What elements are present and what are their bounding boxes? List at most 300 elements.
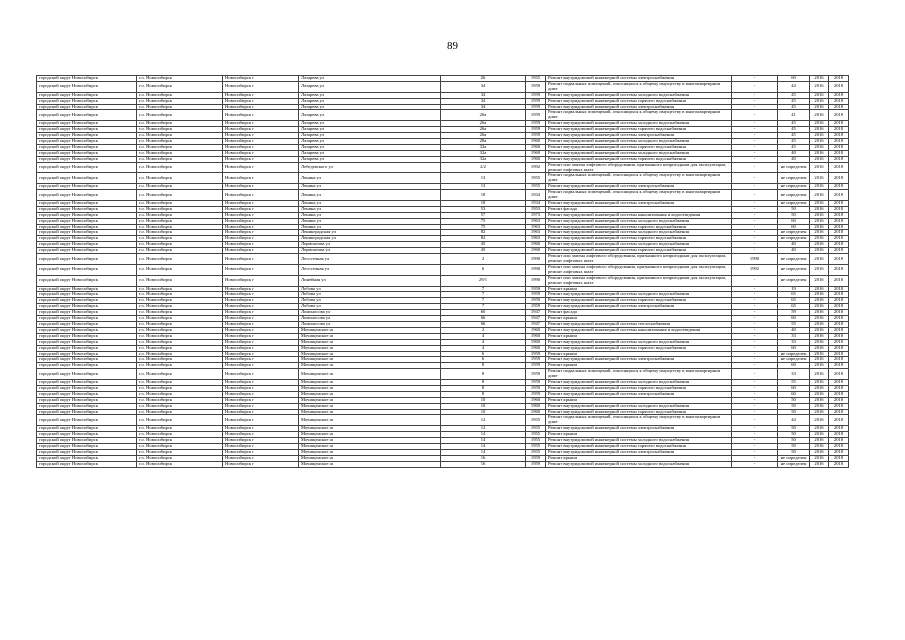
street-cell: Линейная ул (299, 275, 441, 286)
elevator-year-cell: - (732, 321, 778, 327)
house-cell: 10 (441, 397, 526, 403)
municipality-cell: городской округ Новосибирск (37, 461, 137, 467)
end-year-cell: 2018 (829, 409, 849, 415)
street-cell: Ленина ул (299, 173, 441, 184)
work-type-cell: Ремонт подвальных помещений, относящихся к общему имуществу в многоквартирном доме (546, 415, 732, 426)
year-built-cell: 1960 (526, 150, 546, 156)
end-year-cell: 2018 (829, 385, 849, 391)
district-cell: г.о. Новосибирск (137, 133, 223, 139)
street-cell: Ленина ул (299, 212, 441, 218)
wear-cell: 60 (778, 76, 810, 82)
municipality-cell: городской округ Новосибирск (37, 121, 137, 127)
street-cell: Лазарева ул (299, 104, 441, 110)
city-cell: Новосибирск г (223, 438, 299, 444)
work-type-cell: Ремонт подвальных помещений, относящихся к общему имуществу в многоквартирном доме (546, 190, 732, 201)
elevator-year-cell: - (732, 369, 778, 380)
street-cell: Ленина ул (299, 218, 441, 224)
municipality-cell: городской округ Новосибирск (37, 173, 137, 184)
wear-cell: 45 (778, 127, 810, 133)
house-cell: 2/2 (441, 162, 526, 173)
elevator-year-cell: - (732, 385, 778, 391)
start-year-cell: 2016 (810, 190, 829, 201)
municipality-cell: городской округ Новосибирск (37, 449, 137, 455)
street-cell: Мочищенское ш (299, 380, 441, 386)
table-row (37, 190, 849, 201)
city-cell: Новосибирск г (223, 156, 299, 162)
wear-cell: 60 (778, 316, 810, 322)
wear-cell: 40 (778, 156, 810, 162)
city-cell: Новосибирск г (223, 121, 299, 127)
street-cell: Лебедевского ул (299, 162, 441, 173)
year-built-cell: 1955 (526, 438, 546, 444)
wear-cell: 45 (778, 138, 810, 144)
wear-cell: не определен (778, 351, 810, 357)
street-cell: Ломоносова ул (299, 321, 441, 327)
street-cell: Ленина ул (299, 190, 441, 201)
work-type-cell: Ремонт крыши (546, 363, 732, 369)
municipality-cell: городской округ Новосибирск (37, 76, 137, 82)
work-type-cell: Ремонт внутридомовой инженерной системы холодного водоснабжения (546, 150, 732, 156)
street-cell: Мочищенское ш (299, 409, 441, 415)
city-cell: Новосибирск г (223, 380, 299, 386)
wear-cell: не определен (778, 264, 810, 275)
year-built-cell: 1960 (526, 248, 546, 254)
wear-cell: 50 (778, 438, 810, 444)
street-cell: Мочищенское ш (299, 426, 441, 432)
elevator-year-cell: - (732, 327, 778, 333)
start-year-cell: 2016 (810, 110, 829, 121)
end-year-cell: 2018 (829, 121, 849, 127)
work-type-cell: Ремонт внутридомовой инженерной системы горячего водоснабжения (546, 298, 732, 304)
elevator-year-cell: - (732, 144, 778, 150)
district-cell: г.о. Новосибирск (137, 455, 223, 461)
house-cell: 4 (441, 333, 526, 339)
street-cell: Лобова ул (299, 304, 441, 310)
end-year-cell: 2018 (829, 133, 849, 139)
elevator-year-cell: - (732, 438, 778, 444)
district-cell: г.о. Новосибирск (137, 391, 223, 397)
city-cell: Новосибирск г (223, 409, 299, 415)
municipality-cell: городской округ Новосибирск (37, 200, 137, 206)
district-cell: г.о. Новосибирск (137, 156, 223, 162)
district-cell: г.о. Новосибирск (137, 397, 223, 403)
start-year-cell: 2016 (810, 403, 829, 409)
start-year-cell: 2016 (810, 275, 829, 286)
year-built-cell: 1959 (526, 110, 546, 121)
start-year-cell: 2016 (810, 363, 829, 369)
table-row (37, 81, 849, 92)
end-year-cell: 2018 (829, 236, 849, 242)
year-built-cell: 1959 (526, 121, 546, 127)
house-cell: 34 (441, 98, 526, 104)
wear-cell: 50 (778, 409, 810, 415)
municipality-cell: городской округ Новосибирск (37, 144, 137, 150)
street-cell: Лазарева ул (299, 98, 441, 104)
elevator-year-cell: - (732, 138, 778, 144)
work-type-cell: Ремонт или замена лифтового оборудования, признанного непригодным для эксплуатации, ремонт лифтовых шахт (546, 264, 732, 275)
house-cell: 75 (441, 224, 526, 230)
house-cell: 13 (441, 184, 526, 190)
work-type-cell: Ремонт внутридомовой инженерной системы электроснабжения (546, 357, 732, 363)
start-year-cell: 2016 (810, 264, 829, 275)
city-cell: Новосибирск г (223, 369, 299, 380)
district-cell: г.о. Новосибирск (137, 351, 223, 357)
elevator-year-cell: - (732, 212, 778, 218)
municipality-cell: городской округ Новосибирск (37, 230, 137, 236)
city-cell: Новосибирск г (223, 144, 299, 150)
capital-repair-table (36, 75, 849, 468)
municipality-cell: городской округ Новосибирск (37, 224, 137, 230)
wear-cell: 55 (778, 321, 810, 327)
street-cell: Ленина ул (299, 184, 441, 190)
street-cell: Лесосечная ул (299, 264, 441, 275)
district-cell: г.о. Новосибирск (137, 292, 223, 298)
end-year-cell: 2018 (829, 138, 849, 144)
street-cell: Мочищенское ш (299, 339, 441, 345)
district-cell: г.о. Новосибирск (137, 162, 223, 173)
table-row (37, 415, 849, 426)
wear-cell: не определен (778, 162, 810, 173)
start-year-cell: 2016 (810, 127, 829, 133)
city-cell: Новосибирск г (223, 133, 299, 139)
district-cell: г.о. Новосибирск (137, 403, 223, 409)
city-cell: Новосибирск г (223, 363, 299, 369)
house-cell: 10 (441, 403, 526, 409)
year-built-cell: 1990 (526, 254, 546, 265)
wear-cell: 65 (778, 298, 810, 304)
street-cell: Мочищенское ш (299, 461, 441, 467)
municipality-cell: городской округ Новосибирск (37, 254, 137, 265)
work-type-cell: Ремонт подвальных помещений, относящихся к общему имуществу в многоквартирном доме (546, 81, 732, 92)
end-year-cell: 2018 (829, 248, 849, 254)
municipality-cell: городской округ Новосибирск (37, 98, 137, 104)
start-year-cell: 2016 (810, 236, 829, 242)
house-cell: 18 (441, 200, 526, 206)
end-year-cell: 2018 (829, 449, 849, 455)
end-year-cell: 2018 (829, 455, 849, 461)
start-year-cell: 2016 (810, 391, 829, 397)
district-cell: г.о. Новосибирск (137, 173, 223, 184)
city-cell: Новосибирск г (223, 184, 299, 190)
wear-cell: 45 (778, 98, 810, 104)
year-built-cell: 1960 (526, 397, 546, 403)
table-row (37, 254, 849, 265)
start-year-cell: 2016 (810, 449, 829, 455)
wear-cell: 60 (778, 224, 810, 230)
wear-cell: 45 (778, 133, 810, 139)
wear-cell: 60 (778, 218, 810, 224)
district-cell: г.о. Новосибирск (137, 184, 223, 190)
start-year-cell: 2016 (810, 248, 829, 254)
work-type-cell: Ремонт или замена лифтового оборудования, признанного непригодным для эксплуатации, ремонт лифтовых шахт (546, 275, 732, 286)
wear-cell: 44 (778, 415, 810, 426)
table-row (37, 369, 849, 380)
district-cell: г.о. Новосибирск (137, 127, 223, 133)
city-cell: Новосибирск г (223, 444, 299, 450)
end-year-cell: 2018 (829, 127, 849, 133)
year-built-cell: 1955 (526, 415, 546, 426)
wear-cell: 50 (778, 426, 810, 432)
start-year-cell: 2016 (810, 316, 829, 322)
wear-cell: 33 (778, 339, 810, 345)
year-built-cell: 1959 (526, 292, 546, 298)
end-year-cell: 2018 (829, 144, 849, 150)
elevator-year-cell: - (732, 316, 778, 322)
work-type-cell: Ремонт внутридомовой инженерной системы горячего водоснабжения (546, 156, 732, 162)
city-cell: Новосибирск г (223, 248, 299, 254)
work-type-cell: Ремонт внутридомовой инженерной системы электроснабжения (546, 133, 732, 139)
end-year-cell: 2018 (829, 304, 849, 310)
year-built-cell: 1947 (526, 316, 546, 322)
start-year-cell: 2016 (810, 426, 829, 432)
house-cell: 8 (441, 369, 526, 380)
elevator-year-cell: - (732, 236, 778, 242)
wear-cell: 50 (778, 449, 810, 455)
city-cell: Новосибирск г (223, 333, 299, 339)
year-built-cell: 1960 (526, 138, 546, 144)
wear-cell: не определен (778, 455, 810, 461)
elevator-year-cell: - (732, 432, 778, 438)
wear-cell: 41 (778, 110, 810, 121)
district-cell: г.о. Новосибирск (137, 438, 223, 444)
end-year-cell: 2018 (829, 333, 849, 339)
elevator-year-cell: - (732, 81, 778, 92)
municipality-cell: городской округ Новосибирск (37, 133, 137, 139)
start-year-cell: 2016 (810, 230, 829, 236)
city-cell: Новосибирск г (223, 224, 299, 230)
district-cell: г.о. Новосибирск (137, 345, 223, 351)
city-cell: Новосибирск г (223, 316, 299, 322)
year-built-cell: 1959 (526, 455, 546, 461)
elevator-year-cell: - (732, 224, 778, 230)
elevator-year-cell: - (732, 298, 778, 304)
wear-cell: 55 (778, 380, 810, 386)
start-year-cell: 2016 (810, 292, 829, 298)
city-cell: Новосибирск г (223, 298, 299, 304)
city-cell: Новосибирск г (223, 110, 299, 121)
table-row (37, 275, 849, 286)
year-built-cell: 1959 (526, 357, 546, 363)
end-year-cell: 2018 (829, 173, 849, 184)
house-cell: 7 (441, 298, 526, 304)
street-cell: Лазарева ул (299, 127, 441, 133)
elevator-year-cell: - (732, 156, 778, 162)
start-year-cell: 2016 (810, 385, 829, 391)
end-year-cell: 2018 (829, 432, 849, 438)
elevator-year-cell: 1992 (732, 264, 778, 275)
start-year-cell: 2016 (810, 206, 829, 212)
elevator-year-cell: - (732, 310, 778, 316)
district-cell: г.о. Новосибирск (137, 150, 223, 156)
municipality-cell: городской округ Новосибирск (37, 138, 137, 144)
year-built-cell: 1959 (526, 92, 546, 98)
municipality-cell: городской округ Новосибирск (37, 363, 137, 369)
municipality-cell: городской округ Новосибирск (37, 206, 137, 212)
year-built-cell: 1960 (526, 144, 546, 150)
start-year-cell: 2016 (810, 444, 829, 450)
wear-cell: не определен (778, 461, 810, 467)
city-cell: Новосибирск г (223, 385, 299, 391)
work-type-cell: Ремонт внутридомовой инженерной системы холодного водоснабжения (546, 92, 732, 98)
work-type-cell: Ремонт внутридомовой инженерной системы холодного водоснабжения (546, 292, 732, 298)
house-cell: 82 (441, 230, 526, 236)
municipality-cell: городской округ Новосибирск (37, 286, 137, 292)
wear-cell: 60 (778, 391, 810, 397)
start-year-cell: 2016 (810, 242, 829, 248)
elevator-year-cell: - (732, 190, 778, 201)
city-cell: Новосибирск г (223, 200, 299, 206)
start-year-cell: 2016 (810, 81, 829, 92)
work-type-cell: Ремонт внутридомовой инженерной системы холодного водоснабжения (546, 339, 732, 345)
district-cell: г.о. Новосибирск (137, 275, 223, 286)
city-cell: Новосибирск г (223, 92, 299, 98)
wear-cell: 50 (778, 403, 810, 409)
municipality-cell: городской округ Новосибирск (37, 236, 137, 242)
city-cell: Новосибирск г (223, 162, 299, 173)
city-cell: Новосибирск г (223, 98, 299, 104)
municipality-cell: городской округ Новосибирск (37, 415, 137, 426)
elevator-year-cell: - (732, 173, 778, 184)
municipality-cell: городской округ Новосибирск (37, 369, 137, 380)
street-cell: Лазарева ул (299, 150, 441, 156)
elevator-year-cell: - (732, 110, 778, 121)
start-year-cell: 2016 (810, 327, 829, 333)
work-type-cell: Ремонт внутридомовой инженерной системы холодного водоснабжения (546, 218, 732, 224)
wear-cell: не определен (778, 190, 810, 201)
district-cell: г.о. Новосибирск (137, 310, 223, 316)
start-year-cell: 2016 (810, 415, 829, 426)
house-cell: 34 (441, 92, 526, 98)
work-type-cell: Ремонт крыши (546, 351, 732, 357)
end-year-cell: 2018 (829, 110, 849, 121)
house-cell: 8 (441, 391, 526, 397)
work-type-cell: Ремонт крыши (546, 333, 732, 339)
table-row (37, 110, 849, 121)
street-cell: Лобова ул (299, 286, 441, 292)
end-year-cell: 2018 (829, 426, 849, 432)
municipality-cell: городской округ Новосибирск (37, 397, 137, 403)
elevator-year-cell: - (732, 345, 778, 351)
district-cell: г.о. Новосибирск (137, 415, 223, 426)
end-year-cell: 2018 (829, 81, 849, 92)
start-year-cell: 2016 (810, 138, 829, 144)
start-year-cell: 2016 (810, 92, 829, 98)
municipality-cell: городской округ Новосибирск (37, 81, 137, 92)
street-cell: Ленина ул (299, 224, 441, 230)
elevator-year-cell: - (732, 426, 778, 432)
wear-cell: 59 (778, 310, 810, 316)
start-year-cell: 2016 (810, 173, 829, 184)
elevator-year-cell: - (732, 397, 778, 403)
district-cell: г.о. Новосибирск (137, 286, 223, 292)
start-year-cell: 2016 (810, 224, 829, 230)
elevator-year-cell: - (732, 304, 778, 310)
elevator-year-cell: - (732, 449, 778, 455)
city-cell: Новосибирск г (223, 127, 299, 133)
start-year-cell: 2016 (810, 321, 829, 327)
year-built-cell: 1959 (526, 363, 546, 369)
work-type-cell: Ремонт внутридомовой инженерной системы холодного водоснабжения (546, 380, 732, 386)
city-cell: Новосибирск г (223, 190, 299, 201)
work-type-cell: Ремонт внутридомовой инженерной системы электроснабжения (546, 184, 732, 190)
year-built-cell: 1955 (526, 173, 546, 184)
elevator-year-cell: - (732, 391, 778, 397)
street-cell: Лазарева ул (299, 156, 441, 162)
city-cell: Новосибирск г (223, 461, 299, 467)
city-cell: Новосибирск г (223, 403, 299, 409)
house-cell: 45 (441, 242, 526, 248)
year-built-cell: 1960 (526, 403, 546, 409)
city-cell: Новосибирск г (223, 242, 299, 248)
house-cell: 32а (441, 144, 526, 150)
start-year-cell: 2016 (810, 461, 829, 467)
house-cell: 8 (441, 363, 526, 369)
street-cell: Мочищенское ш (299, 415, 441, 426)
work-type-cell: Ремонт подвальных помещений, относящихся к общему имуществу в многоквартирном доме (546, 369, 732, 380)
wear-cell: 45 (778, 104, 810, 110)
wear-cell: 65 (778, 292, 810, 298)
municipality-cell: городской округ Новосибирск (37, 298, 137, 304)
year-built-cell: 1955 (526, 444, 546, 450)
district-cell: г.о. Новосибирск (137, 461, 223, 467)
house-cell: 14 (441, 444, 526, 450)
district-cell: г.о. Новосибирск (137, 339, 223, 345)
start-year-cell: 2016 (810, 184, 829, 190)
year-built-cell: 1963 (526, 224, 546, 230)
year-built-cell: 1960 (526, 242, 546, 248)
end-year-cell: 2018 (829, 298, 849, 304)
street-cell: Лазарева ул (299, 138, 441, 144)
municipality-cell: городской округ Новосибирск (37, 409, 137, 415)
city-cell: Новосибирск г (223, 286, 299, 292)
year-built-cell: 1973 (526, 212, 546, 218)
start-year-cell: 2016 (810, 254, 829, 265)
table-row (37, 162, 849, 173)
municipality-cell: городской округ Новосибирск (37, 248, 137, 254)
end-year-cell: 2018 (829, 190, 849, 201)
work-type-cell: Ремонт внутридомовой инженерной системы горячего водоснабжения (546, 127, 732, 133)
wear-cell: 50 (778, 206, 810, 212)
city-cell: Новосибирск г (223, 415, 299, 426)
wear-cell: 50 (778, 212, 810, 218)
district-cell: г.о. Новосибирск (137, 230, 223, 236)
end-year-cell: 2018 (829, 397, 849, 403)
end-year-cell: 2018 (829, 316, 849, 322)
city-cell: Новосибирск г (223, 212, 299, 218)
end-year-cell: 2018 (829, 403, 849, 409)
year-built-cell: 1959 (526, 304, 546, 310)
end-year-cell: 2018 (829, 76, 849, 82)
street-cell: Лазарева ул (299, 110, 441, 121)
city-cell: Новосибирск г (223, 206, 299, 212)
municipality-cell: городской округ Новосибирск (37, 218, 137, 224)
work-type-cell: Ремонт внутридомовой инженерной системы холодного водоснабжения (546, 242, 732, 248)
wear-cell: не определен (778, 200, 810, 206)
elevator-year-cell: - (732, 184, 778, 190)
wear-cell: 33 (778, 333, 810, 339)
elevator-year-cell: - (732, 218, 778, 224)
year-built-cell: 1947 (526, 321, 546, 327)
district-cell: г.о. Новосибирск (137, 200, 223, 206)
wear-cell: 19 (778, 286, 810, 292)
city-cell: Новосибирск г (223, 138, 299, 144)
work-type-cell: Ремонт внутридомовой инженерной системы горячего водоснабжения (546, 444, 732, 450)
work-type-cell: Ремонт внутридомовой инженерной системы горячего водоснабжения (546, 98, 732, 104)
house-cell: 66 (441, 321, 526, 327)
start-year-cell: 2016 (810, 150, 829, 156)
elevator-year-cell: - (732, 339, 778, 345)
elevator-year-cell: - (732, 121, 778, 127)
